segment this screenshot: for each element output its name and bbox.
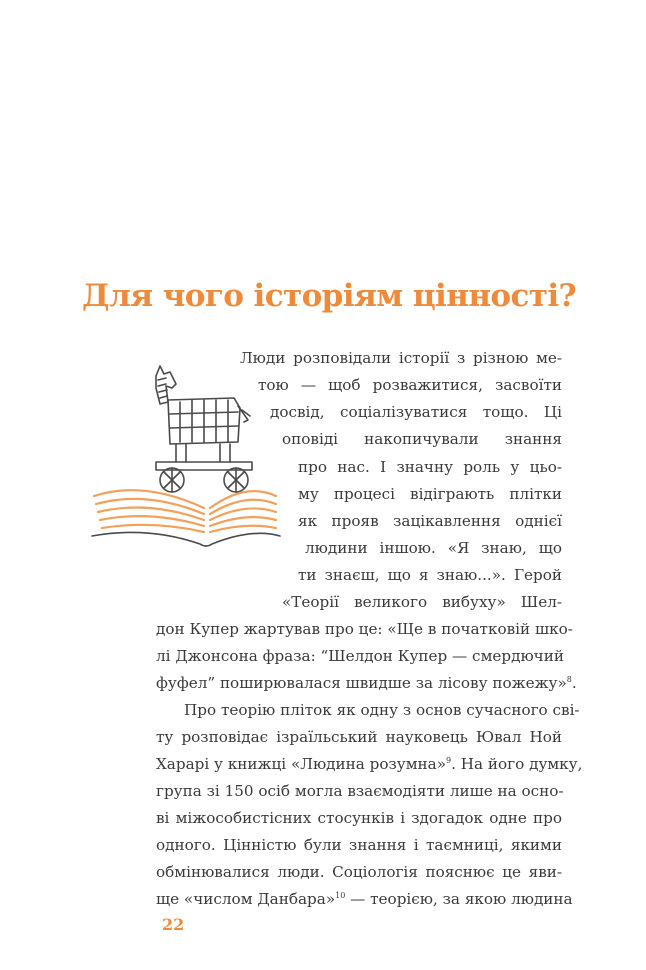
body-line: група зі 150 осіб могла взаємодіяти лише на осно-	[156, 782, 564, 800]
body-line: Люди розповідали історії з різною ме-	[240, 349, 562, 367]
footnote-ref: 10	[335, 890, 346, 900]
body-line: фуфел” поширювалася швидше за лісову пожежу»$^8$.	[156, 674, 577, 692]
body-line: обмінювалися люди. Соціологія пояснює це яви-	[156, 863, 562, 881]
section-heading: Для чого історіям цінності?	[82, 278, 577, 314]
body-line: тою — щоб розважитися, засвоїти	[258, 376, 562, 394]
body-line: лі Джонсона фраза: “Шелдон Купер — смердючий	[156, 647, 564, 665]
body-line: досвід, соціалізуватися тощо. Ці	[270, 403, 562, 421]
footnote-ref: 9	[446, 755, 452, 765]
body-line: дон Купер жартував про це: «Ще в початковій шко-	[156, 620, 573, 638]
body-line: про нас. І значну роль у цьо-	[298, 458, 562, 476]
footnote-ref: 8	[566, 674, 572, 684]
page-number: 22	[162, 915, 185, 934]
body-line: як прояв зацікавлення однієї	[298, 512, 562, 530]
body-line: «Теорії великого вибуху» Шел-	[282, 593, 562, 611]
body-line: одного. Цінністю були знання і таємниці, якими	[156, 836, 562, 854]
body-line: оповіді накопичували знання	[282, 430, 562, 448]
trojan-horse-on-open-book-illustration	[86, 358, 282, 558]
body-line: ще «числом Данбара»$^{10}$ — теорією, за якою людина	[156, 890, 573, 908]
body-line: Харарі у книжці «Людина розумна»$^9$. На його думку,	[156, 755, 583, 773]
body-line: людини іншою. «Я знаю, що	[305, 539, 562, 557]
body-line: ти знаєш, що я знаю...». Герой	[298, 566, 562, 584]
body-line: ту розповідає ізраїльський науковець Ювал Ной	[156, 728, 562, 746]
body-line: Про теорію пліток як одну з основ сучасного сві-	[184, 701, 580, 719]
body-line: ві міжособистісних стосунків і здогадок одне про	[156, 809, 562, 827]
body-line: му процесі відіграють плітки	[298, 485, 562, 503]
